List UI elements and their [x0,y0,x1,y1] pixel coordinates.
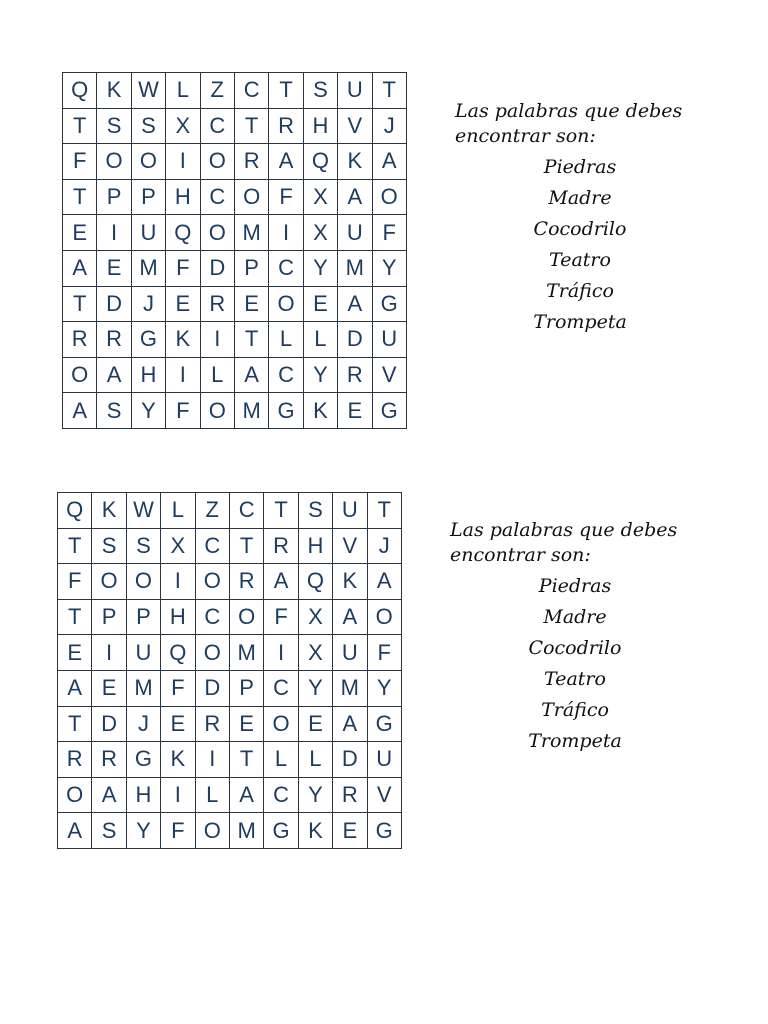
grid-cell: G [264,813,298,849]
grid-cell: Q [58,493,92,529]
grid-cell: U [373,322,407,358]
grid-cell: H [166,180,200,216]
grid-cell: T [269,73,303,109]
grid-cell: D [333,742,367,778]
grid-cell: F [166,251,200,287]
grid-cell: C [230,493,264,529]
grid-cell: T [63,109,97,145]
grid-cell: J [132,287,166,323]
grid-cell: O [132,144,166,180]
grid-cell: C [269,251,303,287]
grid-cell: S [299,493,333,529]
grid-cell: C [235,73,269,109]
grid-cell: H [132,358,166,394]
grid-cell: L [304,322,338,358]
grid-cell: Y [299,778,333,814]
grid-cell: O [92,564,126,600]
instructions-line-1: Las palabras que debes [450,519,678,541]
grid-cell: H [299,529,333,565]
grid-cell: A [97,358,131,394]
grid-cell: T [368,493,402,529]
grid-cell: R [63,322,97,358]
grid-cell: K [97,73,131,109]
grid-cell: C [196,529,230,565]
grid-cell: T [58,600,92,636]
grid-cell: A [58,671,92,707]
instructions-1 [455,99,715,149]
grid-cell: A [63,251,97,287]
grid-cell: I [97,215,131,251]
grid-cell: I [269,215,303,251]
grid-cell: M [235,393,269,429]
grid-cell: I [161,778,195,814]
grid-cell: T [264,493,298,529]
grid-cell: G [373,287,407,323]
grid-cell: M [230,635,264,671]
grid-cell: T [63,287,97,323]
grid-cell: E [92,671,126,707]
word-item: Trompeta [533,311,627,333]
grid-cell: R [58,742,92,778]
grid-cell: T [63,180,97,216]
grid-cell: J [127,707,161,743]
word-list-2 [475,571,675,757]
grid-cell: F [373,215,407,251]
grid-cell: E [235,287,269,323]
grid-cell: Z [196,493,230,529]
grid-cell: I [196,742,230,778]
grid-cell: E [333,813,367,849]
grid-cell: O [196,813,230,849]
grid-cell: K [161,742,195,778]
grid-cell: S [97,109,131,145]
grid-cell: X [161,529,195,565]
grid-cell: Q [299,564,333,600]
grid-cell: I [166,144,200,180]
grid-cell: A [269,144,303,180]
grid-cell: O [127,564,161,600]
word-item: Tráfico [541,699,609,721]
grid-cell: G [368,707,402,743]
grid-cell: K [166,322,200,358]
grid-cell: U [368,742,402,778]
grid-cell: X [299,635,333,671]
grid-cell: E [97,251,131,287]
grid-cell: V [333,529,367,565]
grid-cell: L [299,742,333,778]
grid-cell: C [264,671,298,707]
word-item: Piedras [538,575,612,597]
grid-cell: X [304,215,338,251]
grid-cell: Q [161,635,195,671]
grid-cell: R [269,109,303,145]
grid-cell: R [333,778,367,814]
grid-cell: O [269,287,303,323]
grid-cell: P [132,180,166,216]
grid-cell: L [269,322,303,358]
grid-cell: A [333,600,367,636]
grid-cell: L [196,778,230,814]
grid-cell: F [161,813,195,849]
grid-cell: U [132,215,166,251]
grid-cell: M [230,813,264,849]
grid-cell: A [333,707,367,743]
grid-cell: G [127,742,161,778]
grid-cell: L [201,358,235,394]
grid-cell: R [92,742,126,778]
instructions-line-1: Las palabras que debes [455,100,683,122]
grid-cell: S [304,73,338,109]
grid-cell: H [127,778,161,814]
grid-cell: K [299,813,333,849]
grid-cell: Z [201,73,235,109]
grid-cell: O [230,600,264,636]
grid-cell: D [338,322,372,358]
grid-cell: X [304,180,338,216]
word-search-grid-1 [62,72,407,429]
word-item: Tráfico [546,280,614,302]
grid-cell: C [196,600,230,636]
word-item: Cocodrilo [528,637,622,659]
grid-cell: F [63,144,97,180]
word-item: Cocodrilo [533,218,627,240]
grid-cell: E [304,287,338,323]
grid-cell: S [127,529,161,565]
grid-cell: L [161,493,195,529]
instructions-line-2: encontrar son: [450,544,591,566]
grid-cell: A [338,180,372,216]
grid-cell: R [196,707,230,743]
grid-cell: U [333,635,367,671]
grid-cell: F [166,393,200,429]
grid-cell: D [97,287,131,323]
grid-cell: T [235,322,269,358]
grid-cell: R [338,358,372,394]
grid-cell: S [92,813,126,849]
grid-cell: F [161,671,195,707]
grid-cell: U [338,215,372,251]
grid-cell: D [196,671,230,707]
grid-cell: O [196,635,230,671]
grid-cell: Y [304,358,338,394]
grid-cell: G [269,393,303,429]
grid-cell: G [368,813,402,849]
grid-cell: T [373,73,407,109]
grid-cell: L [264,742,298,778]
grid-cell: K [338,144,372,180]
word-item: Teatro [544,668,606,690]
grid-cell: E [63,215,97,251]
grid-cell: R [264,529,298,565]
grid-cell: A [373,144,407,180]
word-item: Madre [543,606,607,628]
grid-cell: M [127,671,161,707]
grid-cell: W [132,73,166,109]
grid-cell: X [299,600,333,636]
grid-cell: F [269,180,303,216]
instructions-2 [450,518,710,568]
grid-cell: K [304,393,338,429]
grid-cell: O [373,180,407,216]
grid-cell: A [338,287,372,323]
grid-cell: Q [304,144,338,180]
grid-cell: A [92,778,126,814]
grid-cell: U [338,73,372,109]
grid-cell: O [368,600,402,636]
grid-cell: E [58,635,92,671]
grid-cell: F [264,600,298,636]
grid-cell: X [166,109,200,145]
grid-cell: R [97,322,131,358]
grid-cell: R [235,144,269,180]
grid-cell: O [264,707,298,743]
grid-cell: P [235,251,269,287]
grid-cell: M [333,671,367,707]
grid-cell: F [58,564,92,600]
grid-cell: E [161,707,195,743]
word-item: Madre [548,187,612,209]
grid-cell: T [58,707,92,743]
grid-cell: V [373,358,407,394]
grid-cell: A [264,564,298,600]
grid-cell: O [63,358,97,394]
grid-cell: Y [127,813,161,849]
grid-cell: V [338,109,372,145]
grid-cell: A [368,564,402,600]
grid-cell: E [299,707,333,743]
grid-cell: C [201,180,235,216]
grid-cell: Y [368,671,402,707]
grid-cell: E [166,287,200,323]
grid-cell: O [97,144,131,180]
grid-cell: V [368,778,402,814]
grid-cell: O [201,393,235,429]
instructions-line-2: encontrar son: [455,125,596,147]
grid-cell: S [97,393,131,429]
word-item: Teatro [549,249,611,271]
grid-cell: P [92,600,126,636]
grid-cell: A [235,358,269,394]
word-list-1 [480,152,680,338]
grid-cell: K [333,564,367,600]
grid-cell: S [92,529,126,565]
grid-cell: I [92,635,126,671]
grid-cell: J [368,529,402,565]
grid-cell: P [230,671,264,707]
word-item: Trompeta [528,730,622,752]
grid-cell: H [161,600,195,636]
grid-cell: G [132,322,166,358]
grid-cell: O [201,215,235,251]
grid-cell: I [161,564,195,600]
grid-cell: R [230,564,264,600]
grid-cell: C [264,778,298,814]
grid-cell: T [235,109,269,145]
grid-cell: O [58,778,92,814]
grid-cell: O [196,564,230,600]
grid-cell: M [235,215,269,251]
grid-cell: E [338,393,372,429]
grid-cell: O [201,144,235,180]
grid-cell: Y [304,251,338,287]
grid-cell: E [230,707,264,743]
grid-cell: D [92,707,126,743]
grid-cell: J [373,109,407,145]
grid-cell: S [132,109,166,145]
grid-cell: K [92,493,126,529]
grid-cell: I [166,358,200,394]
grid-cell: Y [299,671,333,707]
grid-cell: I [264,635,298,671]
grid-cell: C [201,109,235,145]
grid-cell: I [201,322,235,358]
grid-cell: A [230,778,264,814]
grid-cell: Y [132,393,166,429]
grid-cell: T [230,742,264,778]
grid-cell: T [58,529,92,565]
grid-cell: P [97,180,131,216]
grid-cell: O [235,180,269,216]
grid-cell: Y [373,251,407,287]
grid-cell: F [368,635,402,671]
grid-cell: M [132,251,166,287]
word-item: Piedras [543,156,617,178]
grid-cell: W [127,493,161,529]
grid-cell: T [230,529,264,565]
grid-cell: Q [63,73,97,109]
grid-cell: R [201,287,235,323]
grid-cell: G [373,393,407,429]
grid-cell: D [201,251,235,287]
grid-cell: U [333,493,367,529]
grid-cell: U [127,635,161,671]
grid-cell: L [166,73,200,109]
grid-cell: A [63,393,97,429]
grid-cell: P [127,600,161,636]
word-search-grid-2 [57,492,402,849]
grid-cell: M [338,251,372,287]
grid-cell: Q [166,215,200,251]
grid-cell: H [304,109,338,145]
grid-cell: A [58,813,92,849]
grid-cell: C [269,358,303,394]
